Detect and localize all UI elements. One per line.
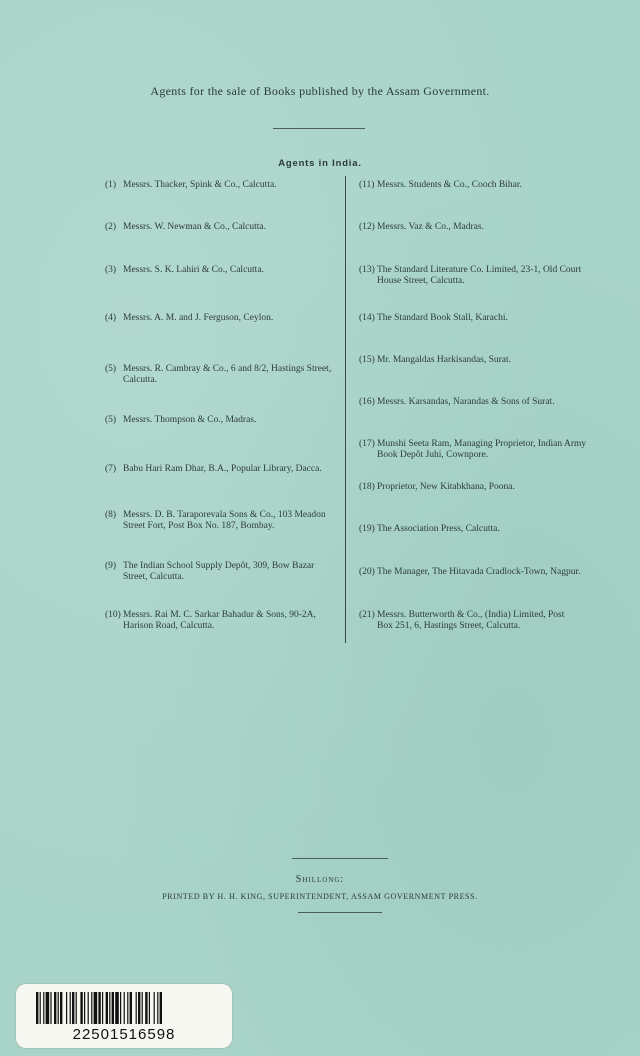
agent-entry-2: (2) Messrs. W. Newman & Co., Calcutta. — [105, 222, 267, 232]
agent-entry-19: (19) The Association Press, Calcutta. — [359, 524, 500, 534]
agent-entry-15: (15) Mr. Mangaldas Harkisandas, Surat. — [359, 355, 512, 365]
heading-divider — [273, 128, 365, 129]
agent-entry-4: (4) Messrs. A. M. and J. Ferguson, Ceylon. — [105, 313, 274, 323]
agent-entry-1: (1) Messrs. Thacker, Spink & Co., Calcutta. — [105, 180, 277, 190]
agent-entry-8: (8) Messrs. D. B. Taraporevala Sons & Co., 103 Meadon Street Fort, Post Box No. 187, Bombay. — [105, 510, 326, 531]
footer-printer: PRINTED BY H. H. KING, SUPERINTENDENT, ASSAM GOVERNMENT PRESS. — [162, 892, 478, 901]
agent-entry-17: (17) Munshi Seeta Ram, Managing Proprietor, Indian Army Book Depôt Juhi, Cownpore. — [359, 439, 587, 460]
barcode-number: 22501516598 — [72, 1026, 176, 1043]
agent-entry-20: (20) The Manager, The Hitavada Cradlock-Town, Nagpur. — [359, 567, 581, 577]
section-subheading: Agents in India. — [278, 158, 362, 169]
agent-entry-13: (13) The Standard Literature Co. Limited, 23-1, Old Court House Street, Calcutta. — [359, 265, 582, 286]
column-divider — [345, 176, 346, 643]
agent-entry-16: (16) Messrs. Karsandas, Narandas & Sons of Surat. — [359, 397, 555, 407]
footer-place: Shillong: — [295, 874, 345, 885]
agent-entry-21: (21) Messrs. Butterworth & Co., (India) Limited, Post Box 251, 6, Hastings Street, Calcutta. — [359, 610, 565, 631]
agent-entry-10: (10) Messrs. Rai M. C. Sarkar Bahadur & Sons, 90-2A, Harison Road, Calcutta. — [105, 610, 316, 631]
barcode-label — [16, 984, 232, 1048]
agent-entry-11: (11) Messrs. Students & Co., Cooch Bihar. — [359, 180, 522, 190]
agent-entry-3: (3) Messrs. S. K. Lahiri & Co., Calcutta. — [105, 265, 264, 275]
footer-divider-bottom — [298, 912, 382, 913]
agent-entry-12: (12) Messrs. Vaz & Co., Madras. — [359, 222, 484, 232]
agent-entry-14: (14) The Standard Book Stall, Karachi. — [359, 313, 508, 323]
agent-entry-7: (7) Babu Hari Ram Dhar, B.A., Popular Library, Dacca. — [105, 464, 322, 474]
agent-entry-9: (9) The Indian School Supply Depôt, 309, Bow Bazar Street, Calcutta. — [105, 561, 315, 582]
page-heading: Agents for the sale of Books published by the Assam Government. — [150, 84, 490, 98]
footer-divider-top — [292, 858, 388, 859]
agent-entry-6: (5) Messrs. Thompson & Co., Madras. — [105, 415, 257, 425]
agent-entry-5: (5) Messrs. R. Cambray & Co., 6 and 8/2, Hastings Street, Calcutta. — [105, 364, 332, 385]
agent-entry-18: (18) Proprietor, New Kitabkhana, Poona. — [359, 482, 515, 492]
barcode-icon — [36, 992, 212, 1024]
